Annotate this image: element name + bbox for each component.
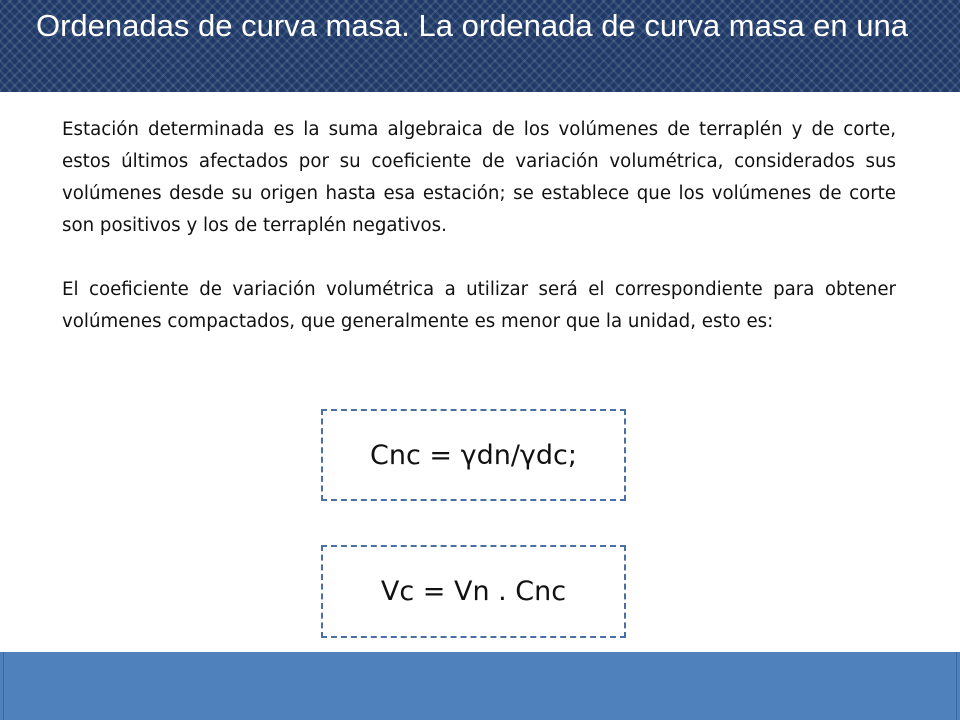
formula-box-coefficient xyxy=(321,409,626,501)
formula-volume: Vc = Vn . Cnc xyxy=(380,576,567,607)
slide-title: Ordenadas de curva masa. La ordenada de curva masa en una xyxy=(36,8,908,43)
title-bar xyxy=(0,0,960,92)
paragraph-definition: Estación determinada es la suma algebraica de los volúmenes de terraplén y de corte, estos últimos afectados por su coeficiente de variación volumétrica, considerados sus volúmenes desde su origen hasta esa estación; se establece que los volúmenes de corte son positivos y los de terraplén negativos. xyxy=(62,119,896,236)
slide-body xyxy=(62,114,896,370)
formula-box-volume xyxy=(321,545,626,638)
paragraph-coefficient: El coeficiente de variación volumétrica a utilizar será el correspondiente para obtener volúmenes compactados, que generalmente es menor que la unidad, esto es: xyxy=(62,279,896,332)
footer-bar xyxy=(0,652,960,720)
formula-coefficient: Cnc = γdn/γdc; xyxy=(370,439,577,471)
footer-panel xyxy=(3,652,957,720)
